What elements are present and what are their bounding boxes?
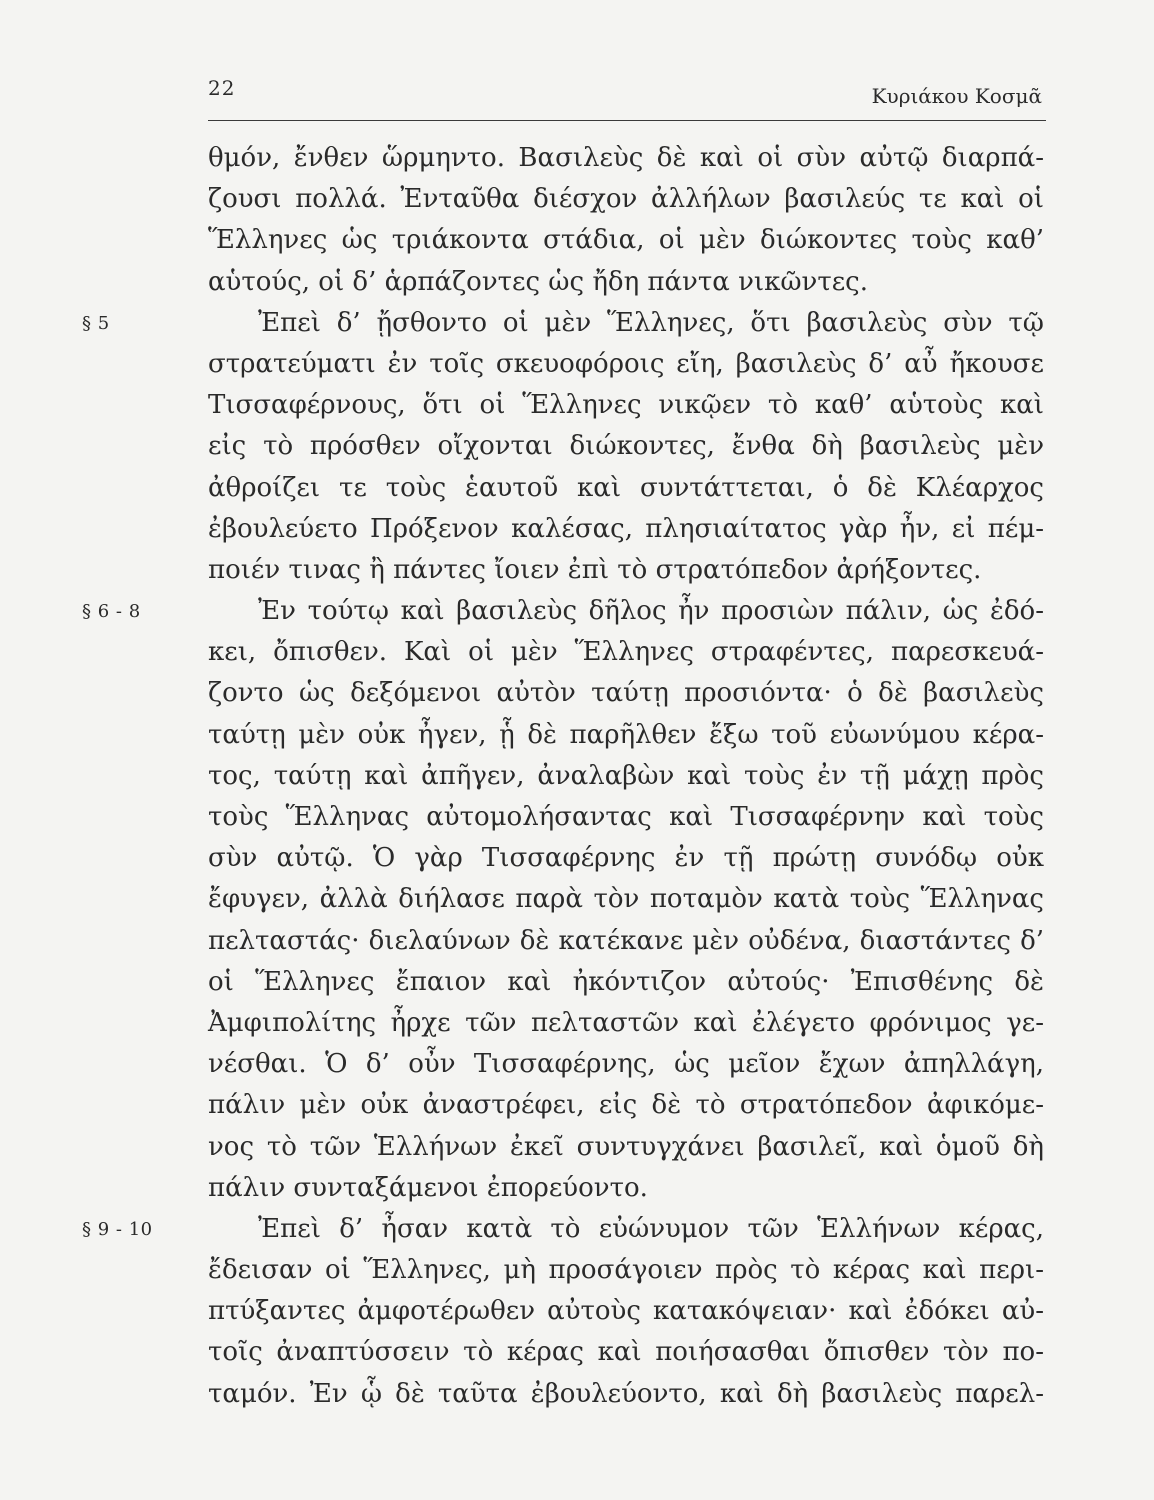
text-line [208, 1332, 1044, 1373]
line-text: τοὺς Ἕλληνας αὐτομολήσαντας καὶ Τισσαφέρνην καὶ τοὺς [208, 802, 1044, 832]
text-line [208, 921, 1044, 962]
text-line [208, 344, 1044, 385]
line-text: Ἀμφιπολίτης ἦρχε τῶν πελταστῶν καὶ ἐλέγετο φρόνιμος γε- [208, 1007, 1044, 1038]
line-text: οἱ Ἕλληνες ἔπαιον καὶ ἠκόντιζον αὐτούς· Ἐπισθένης δὲ [208, 966, 1044, 997]
text-line [208, 756, 1044, 797]
section-marker: § 6 - 8 [82, 601, 141, 623]
line-text: ἔδεισαν οἱ Ἕλληνες, μὴ προσάγοιεν πρὸς τὸ κέρας καὶ περι- [208, 1255, 1044, 1286]
text-line [208, 1127, 1044, 1168]
text-line [208, 715, 1044, 756]
text-line [208, 1085, 1044, 1126]
text-line [208, 1291, 1044, 1332]
text-line [208, 385, 1044, 426]
section-marker: § 5 [82, 312, 110, 334]
text-line [208, 550, 1044, 591]
line-text: πάλιν συνταξάμενοι ἐπορεύοντο. [208, 1172, 648, 1203]
text-line [208, 262, 1044, 303]
line-text: κει, ὄπισθεν. Καὶ οἱ μὲν Ἕλληνες στραφέντες, παρεσκευά- [208, 637, 1044, 668]
text-line [208, 838, 1044, 879]
line-text: Ἐπεὶ δ’ ἦσαν κατὰ τὸ εὐώνυμον τῶν Ἑλλήνων κέρας, [258, 1213, 1044, 1244]
line-text: πελταστάς· διελαύνων δὲ κατέκανε μὲν οὐδένα, διαστάντες δ’ [208, 925, 1044, 956]
text-line [208, 962, 1044, 1003]
text-line [208, 1250, 1044, 1291]
line-text: εἰς τὸ πρόσθεν οἴχονται διώκοντες, ἔνθα δὴ βασιλεὺς μὲν [208, 431, 1044, 462]
line-text: στρατεύματι ἐν τοῖς σκευοφόροις εἴη, βασιλεὺς δ’ αὖ ἤκουσε [208, 348, 1044, 379]
text-line [208, 426, 1044, 467]
text-line [208, 1168, 1044, 1209]
text-line [82, 303, 1044, 344]
text-line [208, 1003, 1044, 1044]
line-text: ταμόν. Ἐν ᾧ δὲ ταῦτα ἐβουλεύοντο, καὶ δὴ βασιλεὺς παρελ- [208, 1378, 1044, 1409]
text-line [82, 1209, 1044, 1250]
text-line [82, 591, 1044, 632]
line-text: πάλιν μὲν οὐκ ἀναστρέφει, εἰς δὲ τὸ στρατόπεδον ἀφικόμε- [208, 1090, 1044, 1121]
text-line [208, 138, 1044, 179]
body-text [82, 138, 1044, 1415]
text-line [208, 632, 1044, 673]
line-text: ἐβουλεύετο Πρόξενον καλέσας, πλησιαίτατος γὰρ ἦν, εἰ πέμ- [208, 513, 1044, 544]
line-text: ταύτῃ μὲν οὐκ ἦγεν, ᾗ δὲ παρῆλθεν ἔξω τοῦ εὐωνύμου κέρα- [208, 719, 1044, 750]
line-text: Ἐν τούτῳ καὶ βασιλεὺς δῆλος ἦν προσιὼν πάλιν, ὡς ἐδό- [258, 596, 1044, 627]
page-header [208, 74, 1046, 121]
line-text: Τισσαφέρνους, ὅτι οἱ Ἕλληνες νικῷεν τὸ καθ’ αὑτοὺς καὶ [208, 390, 1044, 421]
line-text: θμόν, ἔνθεν ὥρμηντο. Βασιλεὺς δὲ καὶ οἱ σὺν αὐτῷ διαρπά- [208, 143, 1044, 173]
line-text: πτύξαντες ἀμφοτέρωθεν αὐτοὺς κατακόψειαν· καὶ ἐδόκει αὐ- [208, 1296, 1044, 1327]
text-line [208, 879, 1044, 920]
line-text: ζουσι πολλά. Ἐνταῦθα διέσχον ἀλλήλων βασιλεύς τε καὶ οἱ [208, 184, 1044, 215]
section-marker: § 9 - 10 [82, 1218, 153, 1240]
line-text: ποιέν τινας ἢ πάντες ἴοιεν ἐπὶ τὸ στρατόπεδον ἀρήξοντες. [208, 554, 982, 585]
text-line [208, 179, 1044, 220]
line-text: ἔφυγεν, ἀλλὰ διήλασε παρὰ τὸν ποταμὸν κατὰ τοὺς Ἕλληνας [208, 884, 1044, 915]
line-text: νος τὸ τῶν Ἑλλήνων ἐκεῖ συντυγχάνει βασιλεῖ, καὶ ὁμοῦ δὴ [208, 1131, 1044, 1162]
line-text: ζοντο ὡς δεξόμενοι αὐτὸν ταύτῃ προσιόντα· ὁ δὲ βασιλεὺς [208, 678, 1044, 709]
line-text: τοῖς ἀναπτύσσειν τὸ κέρας καὶ ποιήσασθαι ὄπισθεν τὸν πο- [208, 1337, 1044, 1368]
text-line [208, 220, 1044, 261]
line-text: τος, ταύτῃ καὶ ἀπῆγεν, ἀναλαβὼν καὶ τοὺς ἐν τῇ μάχῃ πρὸς [208, 760, 1044, 791]
running-head: Κυριάκου Κοσμᾶ [871, 84, 1042, 108]
line-text: σὺν αὐτῷ. Ὁ γὰρ Τισσαφέρνης ἐν τῇ πρώτῃ συνόδῳ οὐκ [208, 843, 1044, 874]
text-line [208, 509, 1044, 550]
text-line [208, 1044, 1044, 1085]
text-line [208, 673, 1044, 714]
text-line [208, 1374, 1044, 1415]
line-text: αὑτούς, οἱ δ’ ἁρπάζοντες ὡς ἤδη πάντα νικῶντες. [208, 266, 869, 297]
text-line [208, 468, 1044, 509]
line-text: Ἕλληνες ὡς τριάκοντα στάδια, οἱ μὲν διώκοντες τοὺς καθ’ [208, 225, 1044, 256]
text-line [208, 797, 1044, 838]
line-text: ἀθροίζει τε τοὺς ἑαυτοῦ καὶ συντάττεται, ὁ δὲ Κλέαρχος [208, 472, 1044, 503]
line-text: Ἐπεὶ δ’ ᾔσθοντο οἱ μὲν Ἕλληνες, ὅτι βασιλεὺς σὺν τῷ [258, 307, 1044, 338]
line-text: νέσθαι. Ὁ δ’ οὖν Τισσαφέρνης, ὡς μεῖον ἔχων ἀπηλλάγη, [208, 1049, 1044, 1080]
page-number: 22 [208, 76, 236, 100]
